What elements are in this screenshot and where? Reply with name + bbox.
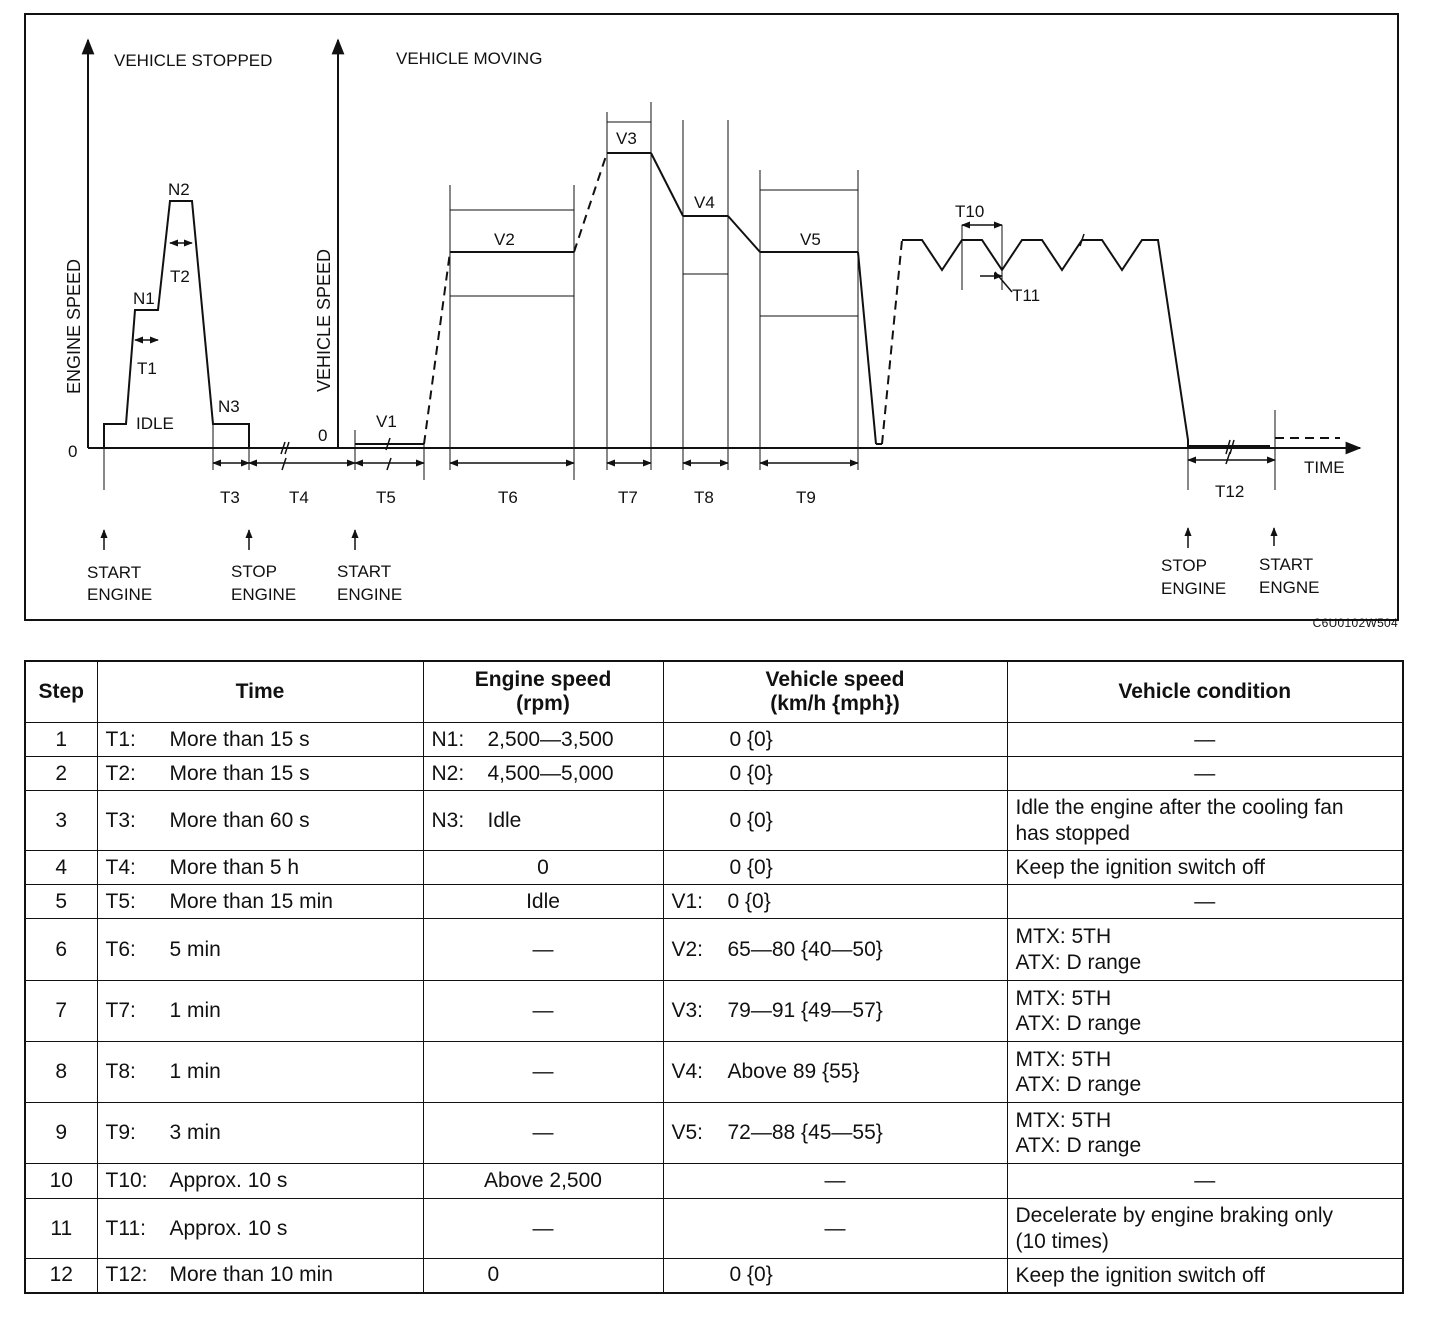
- stop-engine-1-line1: STOP: [231, 562, 277, 581]
- table-row: [25, 1164, 1403, 1199]
- start-engine-2-line1: START: [337, 562, 392, 581]
- cell-vehicle-speed: 0 {0}: [663, 757, 1007, 791]
- cell-time: [97, 723, 423, 757]
- zero-left-label: 0: [68, 442, 78, 461]
- condition-line2: (10 times): [1015, 1229, 1109, 1253]
- cell-vehicle-speed: [663, 981, 1007, 1042]
- time-value: Approx. 10 s: [169, 1216, 288, 1240]
- cell-engine-speed: Idle: [423, 885, 663, 919]
- cell-vehicle-speed: —: [663, 1199, 1007, 1259]
- cell-step: 2: [25, 757, 97, 791]
- cell-condition: [1007, 1103, 1403, 1164]
- stop-engine-2-line2: ENGINE: [1161, 579, 1227, 598]
- v3-label: V3: [616, 129, 637, 148]
- t2-label: T2: [170, 267, 190, 286]
- engine-speed-axis-label: ENGINE SPEED: [64, 258, 84, 394]
- t9-label: T9: [796, 488, 816, 507]
- vehicle-speed-dashed: [424, 153, 1340, 444]
- time-code: T2:: [105, 761, 136, 785]
- vehicle-stopped-label: VEHICLE STOPPED: [114, 51, 273, 70]
- drive-cycle-diagram: [0, 0, 1440, 660]
- time-code: T10:: [105, 1169, 148, 1192]
- v2-label: V2: [494, 230, 515, 249]
- cell-condition: [1007, 919, 1403, 981]
- condition-line2: ATX: D range: [1015, 1073, 1142, 1096]
- engine-value: Idle: [487, 808, 522, 832]
- time-value: 1 min: [169, 1060, 221, 1083]
- cell-step: 5: [25, 885, 97, 919]
- vehicle-code: V4:: [671, 1060, 704, 1083]
- time-value: 5 min: [169, 937, 221, 961]
- idle-label: IDLE: [136, 414, 174, 433]
- condition-line2: ATX: D range: [1015, 950, 1142, 974]
- header-vehicle-line2: (km/h {mph}): [770, 692, 900, 715]
- time-code: T3:: [105, 808, 136, 832]
- cell-vehicle-speed: [663, 885, 1007, 919]
- condition-line1: MTX: 5TH: [1015, 1108, 1112, 1132]
- cell-engine-speed: —: [423, 1103, 663, 1164]
- n2-label: N2: [168, 180, 190, 199]
- start-engine-3-line1: START: [1259, 555, 1314, 574]
- cell-step: 3: [25, 791, 97, 851]
- condition-line2: ATX: D range: [1015, 1134, 1142, 1157]
- cell-time: [97, 1164, 423, 1199]
- table-row: [25, 1199, 1403, 1259]
- cell-condition: [1007, 791, 1403, 851]
- cell-engine-speed: 0: [423, 1259, 663, 1293]
- cell-engine-speed: [423, 723, 663, 757]
- cell-vehicle-speed: —: [663, 1164, 1007, 1199]
- time-value: More than 10 min: [169, 1263, 333, 1287]
- zero-right-label: 0: [318, 426, 328, 445]
- vehicle-code: V3:: [671, 999, 704, 1022]
- start-engine-1-line1: START: [87, 563, 142, 582]
- time-value: More than 15 min: [169, 889, 333, 913]
- cell-vehicle-speed: [663, 1103, 1007, 1164]
- engine-code: N3:: [431, 808, 465, 832]
- cell-vehicle-speed: [663, 1042, 1007, 1103]
- vehicle-value: Above 89 {55}: [727, 1060, 860, 1083]
- condition-line2: has stopped: [1015, 821, 1130, 845]
- t3-label: T3: [220, 488, 240, 507]
- cell-engine-speed: Above 2,500: [423, 1164, 663, 1199]
- table-row: [25, 1103, 1403, 1164]
- time-code: T6:: [105, 937, 136, 961]
- cell-condition: Keep the ignition switch off: [1007, 851, 1403, 885]
- t10-label: T10: [955, 202, 985, 221]
- cell-engine-speed: —: [423, 919, 663, 981]
- vehicle-value: 79—91 {49—57}: [727, 999, 883, 1022]
- guide-lines: [104, 112, 1275, 490]
- header-vehicle-line1: Vehicle speed: [765, 667, 905, 691]
- table-row: [25, 851, 1403, 885]
- stop-engine-1-line2: ENGINE: [231, 585, 297, 604]
- vehicle-code: V5:: [671, 1121, 704, 1144]
- cell-step: 12: [25, 1259, 97, 1293]
- cell-engine-speed: 0: [423, 851, 663, 885]
- time-value: 3 min: [169, 1121, 221, 1144]
- table-row: [25, 757, 1403, 791]
- cell-vehicle-speed: 0 {0}: [663, 1259, 1007, 1293]
- t4-label: T4: [289, 488, 309, 507]
- condition-line2: ATX: D range: [1015, 1012, 1142, 1035]
- cell-time: [97, 919, 423, 981]
- n3-label: N3: [218, 397, 240, 416]
- time-code: T9:: [105, 1121, 136, 1144]
- time-value: More than 15 s: [169, 727, 310, 751]
- vehicle-value: 65—80 {40—50}: [727, 937, 883, 961]
- cell-condition: —: [1007, 1164, 1403, 1199]
- time-axis-label: TIME: [1304, 458, 1345, 477]
- cell-time: [97, 981, 423, 1042]
- time-code: T11:: [105, 1216, 146, 1240]
- t12-label: T12: [1215, 482, 1245, 501]
- time-code: T12:: [105, 1263, 148, 1287]
- cell-vehicle-speed: 0 {0}: [663, 851, 1007, 885]
- cell-condition: [1007, 1199, 1403, 1259]
- cell-time: [97, 851, 423, 885]
- stop-engine-2-line1: STOP: [1161, 556, 1207, 575]
- table-row: [25, 791, 1403, 851]
- n1-label: N1: [133, 289, 155, 308]
- cell-engine-speed: —: [423, 1042, 663, 1103]
- start-engine-1-line2: ENGINE: [87, 585, 153, 604]
- header-engine-line2: (rpm): [516, 692, 570, 715]
- cell-time: [97, 1199, 423, 1259]
- drive-cycle-table: [24, 660, 1404, 1294]
- cell-step: 1: [25, 723, 97, 757]
- cell-step: 6: [25, 919, 97, 981]
- header-step: Step: [25, 661, 97, 723]
- cell-vehicle-speed: 0 {0}: [663, 791, 1007, 851]
- cell-engine-speed: —: [423, 981, 663, 1042]
- t1-label: T1: [137, 359, 157, 378]
- condition-line1: Idle the engine after the cooling fan: [1015, 796, 1344, 820]
- cell-vehicle-speed: 0 {0}: [663, 723, 1007, 757]
- vehicle-moving-label: VEHICLE MOVING: [396, 49, 543, 68]
- time-value: More than 15 s: [169, 761, 310, 785]
- cell-condition: [1007, 981, 1403, 1042]
- t6-label: T6: [498, 488, 518, 507]
- v1-label: V1: [376, 412, 397, 431]
- vehicle-speed-axis-label: VEHICLE SPEED: [314, 248, 334, 392]
- axes: [88, 40, 1360, 448]
- table-row: [25, 1042, 1403, 1103]
- header-engine-speed: [423, 661, 663, 723]
- cell-step: 7: [25, 981, 97, 1042]
- time-value: More than 60 s: [169, 808, 310, 832]
- time-value: 1 min: [169, 999, 221, 1022]
- table-row: [25, 919, 1403, 981]
- cell-engine-speed: [423, 757, 663, 791]
- cell-condition: —: [1007, 885, 1403, 919]
- header-engine-line1: Engine speed: [474, 667, 612, 691]
- break-marks: [281, 234, 1234, 470]
- engine-value: 4,500—5,000: [487, 761, 614, 785]
- cell-step: 4: [25, 851, 97, 885]
- cell-condition: —: [1007, 757, 1403, 791]
- cell-time: [97, 1259, 423, 1293]
- engine-code: N2:: [431, 761, 465, 785]
- cell-time: [97, 757, 423, 791]
- vehicle-value: 0 {0}: [727, 889, 771, 913]
- cell-condition: [1007, 1042, 1403, 1103]
- vehicle-speed-line: [355, 153, 1270, 448]
- dimension-arrows: [135, 225, 1275, 463]
- condition-line1: MTX: 5TH: [1015, 925, 1112, 949]
- t11-label: T11: [1012, 286, 1041, 305]
- vehicle-value: 72—88 {45—55}: [727, 1121, 883, 1144]
- condition-line1: MTX: 5TH: [1015, 1047, 1112, 1071]
- vehicle-code: V1:: [671, 889, 704, 913]
- v5-label: V5: [800, 230, 821, 249]
- time-value: More than 5 h: [169, 855, 300, 879]
- table-row: [25, 885, 1403, 919]
- time-code: T4:: [105, 855, 136, 879]
- t5-label: T5: [376, 488, 396, 507]
- time-value: Approx. 10 s: [169, 1169, 288, 1192]
- condition-line1: MTX: 5TH: [1015, 986, 1112, 1010]
- cell-step: 11: [25, 1199, 97, 1259]
- cell-condition: Keep the ignition switch off: [1007, 1259, 1403, 1293]
- cell-engine-speed: [423, 791, 663, 851]
- tolerance-bands: [450, 102, 858, 316]
- table-row: [25, 1259, 1403, 1293]
- v4-label: V4: [694, 193, 715, 212]
- header-vehicle-speed: [663, 661, 1007, 723]
- cell-time: [97, 885, 423, 919]
- cell-condition: —: [1007, 723, 1403, 757]
- engine-code: N1:: [431, 727, 465, 751]
- cell-time: [97, 1103, 423, 1164]
- vehicle-code: V2:: [671, 937, 704, 961]
- time-code: T1:: [105, 727, 136, 751]
- start-engine-3-line2: ENGNE: [1259, 578, 1320, 597]
- header-vehicle-condition: Vehicle condition: [1007, 661, 1403, 723]
- t8-label: T8: [694, 488, 714, 507]
- cell-time: [97, 1042, 423, 1103]
- diagram-frame: [25, 14, 1398, 620]
- table-row: [25, 723, 1403, 757]
- cell-step: 9: [25, 1103, 97, 1164]
- header-time: Time: [97, 661, 423, 723]
- table-row: [25, 981, 1403, 1042]
- time-code: T5:: [105, 889, 136, 913]
- figure-code: C6U0102W504: [1312, 616, 1398, 630]
- cell-vehicle-speed: [663, 919, 1007, 981]
- cell-engine-speed: —: [423, 1199, 663, 1259]
- table-header-row: [25, 661, 1403, 723]
- event-arrows: [104, 528, 1274, 550]
- t7-label: T7: [618, 488, 638, 507]
- cell-step: 8: [25, 1042, 97, 1103]
- cell-time: [97, 791, 423, 851]
- condition-line1: Decelerate by engine braking only: [1015, 1204, 1334, 1228]
- engine-value: 2,500—3,500: [487, 727, 614, 751]
- time-code: T7:: [105, 999, 136, 1022]
- start-engine-2-line2: ENGINE: [337, 585, 403, 604]
- cell-step: 10: [25, 1164, 97, 1199]
- time-code: T8:: [105, 1060, 136, 1083]
